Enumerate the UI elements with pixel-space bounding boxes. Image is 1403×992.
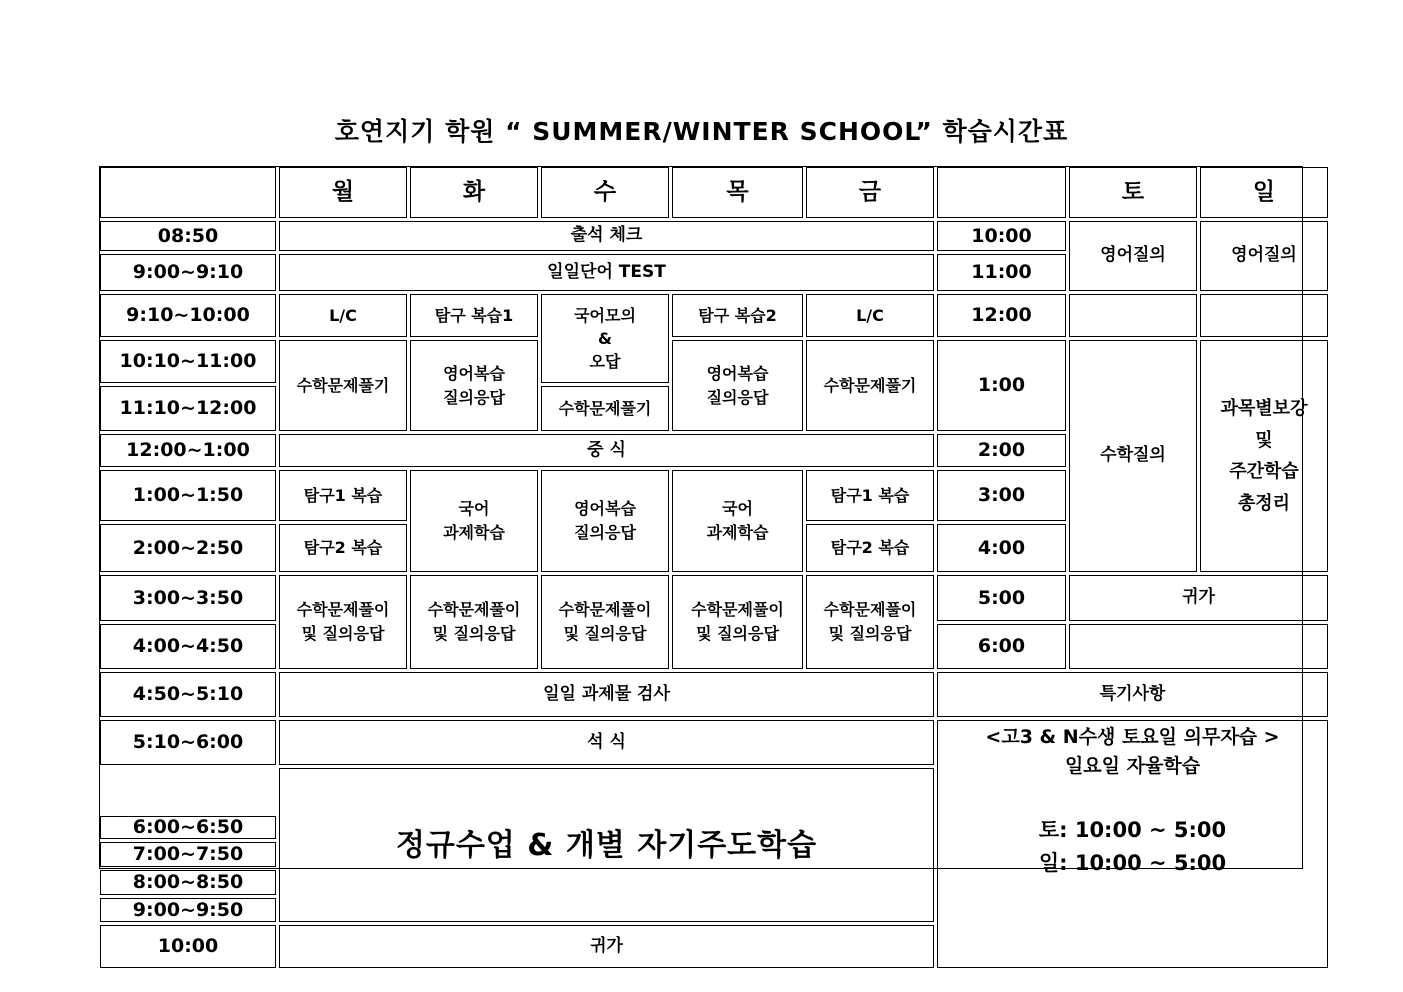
homework-check-cell: 일일 과제물 검사 — [279, 672, 934, 717]
notes-header: 특기사항 — [937, 672, 1328, 717]
class-cell-line: 영어복습 — [706, 363, 769, 383]
class-cell — [541, 575, 669, 669]
weekend-time-cell: 11:00 — [937, 254, 1066, 291]
class-cell: 탐구2 복습 — [806, 524, 934, 572]
notes-sunday-hours: 일: 10:00 ~ 5:00 — [1038, 850, 1227, 875]
header-thursday: 목 — [672, 167, 803, 218]
weekend-time-cell: 6:00 — [937, 624, 1066, 669]
page-title: 호연지기 학원 “ SUMMER/WINTER SCHOOL” 학습시간표 — [334, 117, 1069, 146]
time-cell: 9:00~9:50 — [100, 898, 276, 922]
notes-saturday-hours: 토: 10:00 ~ 5:00 — [1038, 818, 1227, 842]
weekend-time-cell: 12:00 — [937, 294, 1066, 337]
dinner-cell: 석 식 — [279, 720, 934, 765]
class-cell — [410, 470, 538, 572]
class-cell-line: 및 질의응답 — [301, 624, 385, 643]
class-cell-line: 질의응답 — [443, 387, 505, 407]
time-cell: 2:00~2:50 — [100, 524, 276, 572]
weekend-empty-cell — [1200, 294, 1328, 337]
class-cell: 탐구2 복습 — [279, 524, 407, 572]
time-cell: 4:00~4:50 — [100, 624, 276, 669]
weekend-time-cell: 3:00 — [937, 470, 1066, 521]
time-cell: 8:00~8:50 — [100, 870, 276, 895]
time-cell: 5:10~6:00 — [100, 720, 276, 765]
class-cell: 수학문제풀기 — [806, 340, 934, 431]
weekend-class-cell — [1200, 340, 1328, 572]
header-corner-cell — [100, 167, 276, 218]
schedule-table — [100, 167, 1308, 958]
header-weekend-time-cell — [937, 167, 1066, 218]
weekend-time-cell: 2:00 — [937, 434, 1066, 467]
notes-cell — [937, 720, 1328, 968]
class-cell: 탐구 복습2 — [672, 294, 803, 337]
weekend-class-line: 주간학습 — [1229, 461, 1299, 482]
class-cell-line: 국어 — [722, 499, 753, 518]
class-cell — [410, 340, 538, 431]
weekend-class-line: 총정리 — [1237, 492, 1291, 514]
class-cell-line: 수학문제풀이 — [427, 600, 521, 619]
go-home-cell: 귀가 — [279, 925, 934, 968]
class-cell: 탐구1 복습 — [279, 470, 407, 521]
notes-line: 일요일 자율학습 — [1064, 754, 1201, 777]
weekend-class-cell: 수학질의 — [1069, 340, 1197, 572]
weekend-empty-cell — [1069, 624, 1328, 669]
weekend-class-cell: 영어질의 — [1200, 221, 1328, 291]
weekend-go-home-cell: 귀가 — [1069, 575, 1328, 621]
time-cell: 3:00~3:50 — [100, 575, 276, 621]
class-cell — [410, 575, 538, 669]
header-monday: 월 — [279, 167, 407, 218]
time-cell: 6:00~6:50 — [100, 816, 276, 839]
class-cell-line: 국어 — [458, 499, 490, 518]
class-cell-line: 과제학습 — [443, 523, 505, 542]
class-cell-line: 수학문제풀이 — [558, 600, 652, 619]
header-tuesday: 화 — [410, 167, 538, 218]
class-cell — [279, 575, 407, 669]
class-cell: 수학문제풀기 — [279, 340, 407, 431]
time-cell: 4:50~5:10 — [100, 672, 276, 717]
daily-words-cell: 일일단어 TEST — [279, 254, 934, 291]
header-saturday: 토 — [1069, 167, 1197, 218]
class-cell: 탐구 복습1 — [410, 294, 538, 337]
class-cell — [672, 575, 803, 669]
class-cell — [541, 470, 669, 572]
class-cell-line: 수학문제풀이 — [296, 600, 390, 619]
weekend-time-cell: 10:00 — [937, 221, 1066, 251]
class-cell-line: 및 질의응답 — [563, 624, 647, 643]
weekend-time-cell: 4:00 — [937, 524, 1066, 572]
class-cell-line: 국어모의 — [574, 305, 636, 325]
time-cell: 10:00 — [100, 925, 276, 968]
header-sunday: 일 — [1200, 167, 1328, 218]
class-cell-line: 오답 — [589, 352, 621, 372]
class-cell: 수학문제풀기 — [541, 386, 669, 431]
time-cell: 9:00~9:10 — [100, 254, 276, 291]
notes-line: <고3 & N수생 토요일 의무자습 > — [985, 726, 1280, 748]
weekend-class-line: 과목별보강 — [1220, 398, 1308, 419]
weekend-time-cell: 5:00 — [937, 575, 1066, 621]
header-wednesday: 수 — [541, 167, 669, 218]
class-cell: L/C — [279, 294, 407, 337]
class-cell — [541, 294, 669, 383]
weekend-time-cell: 1:00 — [937, 340, 1066, 431]
time-cell: 10:10~11:00 — [100, 340, 276, 383]
class-cell-line: 수학문제풀이 — [823, 600, 917, 619]
class-cell-line: 및 질의응답 — [828, 624, 912, 643]
class-cell-line: 질의응답 — [574, 523, 636, 542]
weekend-class-line: 및 — [1255, 429, 1273, 451]
time-cell: 1:00~1:50 — [100, 470, 276, 521]
class-cell-line: 영어복습 — [574, 499, 636, 518]
class-cell-line: 질의응답 — [706, 387, 769, 407]
class-cell-line: & — [598, 328, 612, 348]
class-cell-line: 수학문제풀이 — [691, 600, 784, 619]
header-friday: 금 — [806, 167, 934, 218]
class-cell: 탐구1 복습 — [806, 470, 934, 521]
weekend-empty-cell — [1069, 294, 1197, 337]
time-cell: 7:00~7:50 — [100, 842, 276, 867]
self-study-cell: 정규수업 & 개별 자기주도학습 — [279, 768, 934, 922]
class-cell-line: 및 질의응답 — [432, 624, 516, 643]
class-cell-line: 영어복습 — [443, 363, 505, 383]
time-cell: 9:10~10:00 — [100, 294, 276, 337]
class-cell-line: 및 질의응답 — [696, 624, 779, 643]
attendance-cell: 출석 체크 — [279, 221, 934, 251]
weekend-class-cell: 영어질의 — [1069, 221, 1197, 291]
lunch-cell: 중 식 — [279, 434, 934, 467]
class-cell-line: 과제학습 — [706, 523, 769, 542]
class-cell: L/C — [806, 294, 934, 337]
time-cell: 08:50 — [100, 221, 276, 251]
time-cell: 11:10~12:00 — [100, 386, 276, 431]
class-cell — [672, 340, 803, 431]
time-cell: 12:00~1:00 — [100, 434, 276, 467]
class-cell — [672, 470, 803, 572]
class-cell — [806, 575, 934, 669]
